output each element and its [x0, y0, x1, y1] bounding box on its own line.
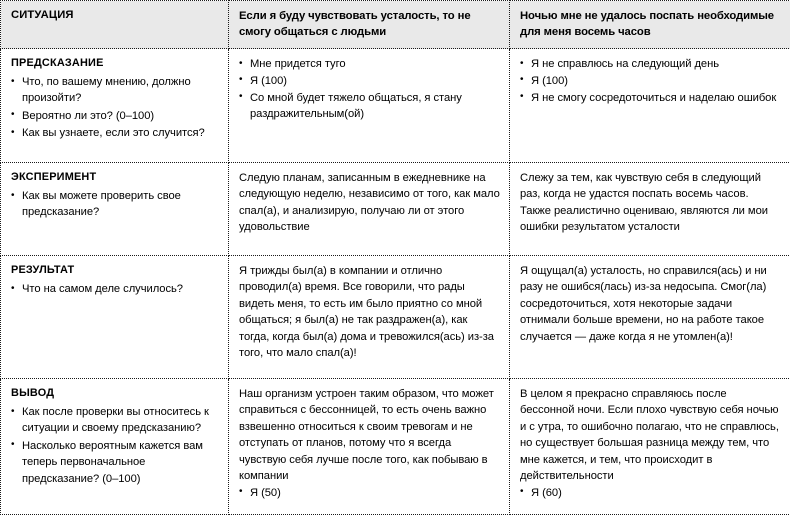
header-row — [1, 1, 790, 49]
answer-bullet-list — [239, 485, 500, 501]
header-case-1: Если я буду чувствовать усталость, то не смогу общаться с людьми — [229, 1, 510, 49]
stage-cell-conclusion — [1, 379, 229, 515]
answer-bullet-list — [239, 56, 500, 123]
list-item: • Насколько вероятным кажется вам теперь первоначальное предсказание? (0–100) — [11, 438, 219, 487]
header-situation-label: СИТУАЦИЯ — [1, 1, 229, 49]
table-row — [1, 256, 790, 379]
table-row — [1, 379, 790, 515]
list-item: • Что на самом деле случилось? — [11, 281, 219, 297]
answer-cell-prediction-case-2[interactable] — [510, 49, 790, 163]
stage-cell-outcome — [1, 256, 229, 379]
answer-paragraph: В целом я прекрасно справляюсь после бессонной ночи. Если плохо чувствую себя ночью и с утра, то ошибочно полагаю, что не справлюсь, но существует большая разница между тем, что мне кажется, и тем, что происходит в действительности — [520, 388, 779, 483]
answer-paragraph: Слежу за тем, как чувствую себя в следующий раз, когда не удастся поспать восемь часов. Также реалистично оцениваю, являются ли мои ошибки результатом усталости — [520, 172, 768, 234]
answer-cell-outcome-case-1[interactable] — [229, 256, 510, 379]
answer-cell-experiment-case-2[interactable] — [510, 163, 790, 256]
stage-title: РЕЗУЛЬТАТ — [11, 264, 75, 277]
stage-title: ПРЕДСКАЗАНИЕ — [11, 57, 104, 70]
stage-title: ВЫВОД — [11, 387, 55, 400]
stage-question-list — [11, 281, 219, 297]
answer-paragraph: Наш организм устроен таким образом, что может справиться с бессонницей, то есть очень важно взвешенно относиться к своим тревогам и не отступать от планов, потому что я всегда чувствую себя лучше после того, как побываю в компании — [239, 388, 494, 483]
stage-question-list — [11, 404, 219, 487]
stage-cell-experiment — [1, 163, 229, 256]
answer-paragraph: Я ощущал(а) усталость, но справился(ась) и ни разу не ошибся(лась) из-за недосыпа. Смог(ла) сосредоточиться, хотя некоторые задачи отнимали больше времени, но на работе такое случается — даже когда я не утомлен(а)! — [520, 265, 767, 343]
stage-title: ЭКСПЕРИМЕНТ — [11, 171, 97, 184]
list-item: • Я (100) — [520, 73, 781, 89]
answer-paragraph: Я трижды был(а) в компании и отлично проводил(а) время. Все говорили, что рады видеть меня, то есть им было приятно со мной общаться; я был(а) не так раздражен(а), как тогда, когда был(а) дома и тревожился(ась) из-за того, что мало спал(а)! — [239, 265, 494, 360]
answer-cell-prediction-case-1[interactable] — [229, 49, 510, 163]
list-item: • Что, по вашему мнению, должно произойти? — [11, 74, 219, 107]
table-header — [1, 1, 790, 49]
answer-cell-conclusion-case-1[interactable] — [229, 379, 510, 515]
table-row — [1, 163, 790, 256]
list-item: • Я (100) — [239, 73, 500, 89]
header-case-2: Ночью мне не удалось поспать необходимые для меня восемь часов — [510, 1, 790, 49]
stage-cell-prediction — [1, 49, 229, 163]
list-item: • Я не справлюсь на следующий день — [520, 56, 781, 72]
stage-question-list — [11, 188, 219, 221]
answer-cell-experiment-case-1[interactable] — [229, 163, 510, 256]
list-item: • Вероятно ли это? (0–100) — [11, 108, 219, 124]
list-item: • Как вы узнаете, если это случится? — [11, 125, 219, 141]
answer-bullet-list — [520, 485, 781, 501]
table-body — [1, 49, 790, 515]
list-item: • Как вы можете проверить свое предсказание? — [11, 188, 219, 221]
list-item: • Я (50) — [239, 485, 500, 501]
list-item: • Со мной будет тяжело общаться, я стану раздражительным(ой) — [239, 90, 500, 123]
list-item: • Как после проверки вы относитесь к ситуации и своему предсказанию? — [11, 404, 219, 437]
answer-paragraph: Следую планам, записанным в ежедневнике на следующую неделю, независимо от того, как мало спал(а), и анализирую, получаю ли от этого удовольствие — [239, 172, 500, 234]
answer-bullet-list — [520, 56, 781, 106]
list-item: • Я (60) — [520, 485, 781, 501]
answer-cell-conclusion-case-2[interactable] — [510, 379, 790, 515]
list-item: • Мне придется туго — [239, 56, 500, 72]
table-row — [1, 49, 790, 163]
list-item: • Я не смогу сосредоточиться и наделаю ошибок — [520, 90, 781, 106]
stage-question-list — [11, 74, 219, 141]
answer-cell-outcome-case-2[interactable] — [510, 256, 790, 379]
